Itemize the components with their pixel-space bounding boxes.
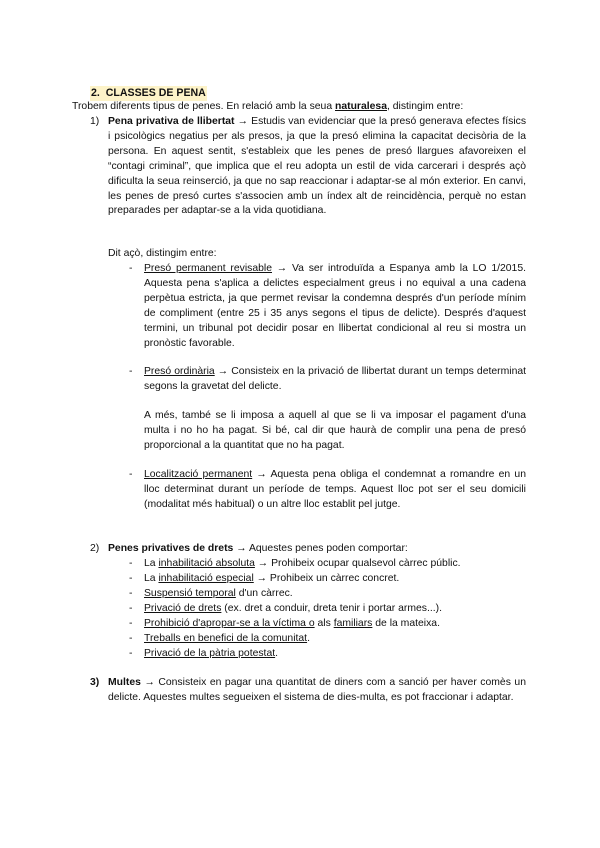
- item-prohibició-apropar-se: [144, 617, 440, 632]
- item-localització-permanent: [144, 468, 526, 513]
- item-suspensió-temporal: [144, 587, 293, 602]
- section-2-paragraph: [108, 542, 408, 557]
- section-2-number: 2): [90, 543, 100, 554]
- section-1-sub-intro: Dit açò, distingim entre:: [108, 248, 217, 259]
- item-1-2-extra: A més, també se li imposa a aquell al que se li va imposar el pagament d'una multa i no ho ha pagat. Si bé, cal dir que haurà de complir una pena de presó proporcional a la quantitat que no ha pagat.: [144, 410, 526, 451]
- item-2-1-post: → Prohibeix ocupar qualsevol càrrec públic.: [254, 558, 461, 569]
- item-2-2-dash: -: [129, 573, 133, 584]
- section-3-number: 3): [90, 677, 100, 688]
- item-presó-ordinària: [144, 365, 526, 395]
- item-1-2-arrow: →: [217, 366, 229, 377]
- section-3-arrow: →: [144, 677, 155, 688]
- item-1-2-term: Presó ordinària: [144, 366, 215, 377]
- item-1-3-text: Aquesta pena obliga el condemnat a romandre en un lloc determinat durant un període de temps. Aquest lloc pot ser el seu domicili (modalitat més habitual) o un altre lloc establit pel jutge.: [144, 469, 526, 510]
- item-2-5-post2: de la mateixa.: [372, 618, 440, 629]
- section-1-title: Pena privativa de llibertat: [108, 116, 235, 127]
- item-privació-pàtria-potestat: [144, 647, 278, 662]
- item-2-6-term: Treballs en benefici de la comunitat: [144, 633, 308, 644]
- item-1-1-arrow: →: [276, 263, 288, 274]
- section-1-number: 1): [90, 116, 100, 127]
- item-2-3-dash: -: [129, 588, 133, 599]
- section-2-text: Aquestes penes poden comportar:: [248, 543, 408, 554]
- section-3-paragraph: [108, 676, 526, 706]
- item-1-2-text: Consisteix en la privació de llibertat durant un temps determinat segons la gravetat del delicte.: [144, 366, 527, 392]
- item-2-4-dash: -: [129, 603, 133, 614]
- item-2-3-post: d'un càrrec.: [235, 588, 293, 599]
- item-treballs-benefici: [144, 632, 310, 647]
- item-2-1-pre: La: [144, 558, 159, 569]
- intro-paragraph: [72, 100, 532, 115]
- section-heading: [90, 86, 207, 101]
- section-3-text: Consisteix en pagar una quantitat de diners com a sanció per haver comès un delicte. Aquestes multes segueixen el sistema de dies-multa, es pot fraccionar i adaptar.: [108, 677, 526, 703]
- item-2-1-dash: -: [129, 558, 133, 569]
- heading-title: CLASSES DE PENA: [105, 87, 206, 99]
- item-1-3-arrow: →: [256, 469, 267, 480]
- item-2-5-post: als: [314, 618, 334, 629]
- item-inhabilitació-absoluta: [144, 557, 461, 572]
- item-2-4-post: (ex. dret a conduir, dreta tenir i portar armes...).: [221, 603, 442, 614]
- item-2-5-dash: -: [129, 618, 133, 629]
- intro-text-end: , distingim entre:: [386, 101, 464, 112]
- heading-number: 2.: [91, 87, 100, 99]
- item-2-2-pre: La: [144, 573, 159, 584]
- item-2-4-term: Privació de drets: [144, 603, 222, 614]
- section-3-title: Multes: [108, 677, 141, 688]
- item-1-1-text: Va ser introduïda a Espanya amb la LO 1/2015. Aquesta pena s'aplica a delictes especialment greus i no equival a una cadena perpètua estricta, ja que permet revisar la condemna després d'un període mínim de compliment (entre 25 i 35 anys segons el tipus de delicte). Després d'aquest termini, un tribunal pot decidir posar en llibertat condicional al reu si mostra un pronòstic favorable.: [144, 263, 526, 349]
- item-2-1-term: inhabilitació absoluta: [158, 558, 255, 569]
- item-2-7-post: .: [275, 648, 279, 659]
- section-1-text: Estudis van evidenciar que la presó generava efectes físics i psicològics negatius per als presos, ja que la presó elimina la capacitat decisòria de la persona. En aquest sentit, s'estableix que les penes de presó llargues afavoreixen el “contagi criminal”, que implica que el reu adopta un estil de vida carcerari i després açò dificulta la seua reinserció, ja que no sap reaccionar i adaptar-se al món exterior. En canvi, les penes de presó curtes s'associen amb un índex alt de reincidència, perquè no estan preparades per adaptar-se a la vida quotidiana.: [108, 116, 527, 217]
- item-presó-permanent-revisable: [144, 262, 526, 351]
- item-privació-de-drets: [144, 602, 442, 617]
- item-2-5-term: Prohibició d'apropar-se a la víctima o: [144, 618, 315, 629]
- section-1-paragraph: [108, 115, 526, 219]
- section-2-title: Penes privatives de drets: [108, 543, 234, 554]
- section-2-arrow: →: [236, 543, 247, 554]
- item-2-7-term: Privació de la pàtria potestat: [144, 648, 276, 659]
- item-2-5-term2: familiars: [333, 618, 373, 629]
- section-1-arrow: →: [237, 116, 249, 127]
- item-2-7-dash: -: [129, 648, 133, 659]
- intro-keyword: naturalesa: [335, 101, 387, 112]
- item-1-2-dash: -: [129, 366, 133, 377]
- item-1-3-term: Localització permanent: [144, 469, 253, 480]
- item-1-3-dash: -: [129, 469, 133, 480]
- item-2-6-post: .: [307, 633, 310, 644]
- item-inhabilitació-especial: [144, 572, 399, 587]
- item-2-3-term: Suspensió temporal: [144, 588, 236, 599]
- item-2-2-post: → Prohibeix un càrrec concret.: [253, 573, 400, 584]
- item-1-1-term: Presó permanent revisable: [144, 263, 272, 274]
- item-2-6-dash: -: [129, 633, 133, 644]
- item-2-2-term: inhabilitació especial: [158, 573, 254, 584]
- item-1-1-dash: -: [129, 263, 133, 274]
- intro-text-start: Trobem diferents tipus de penes. En relació amb la seua: [72, 101, 335, 112]
